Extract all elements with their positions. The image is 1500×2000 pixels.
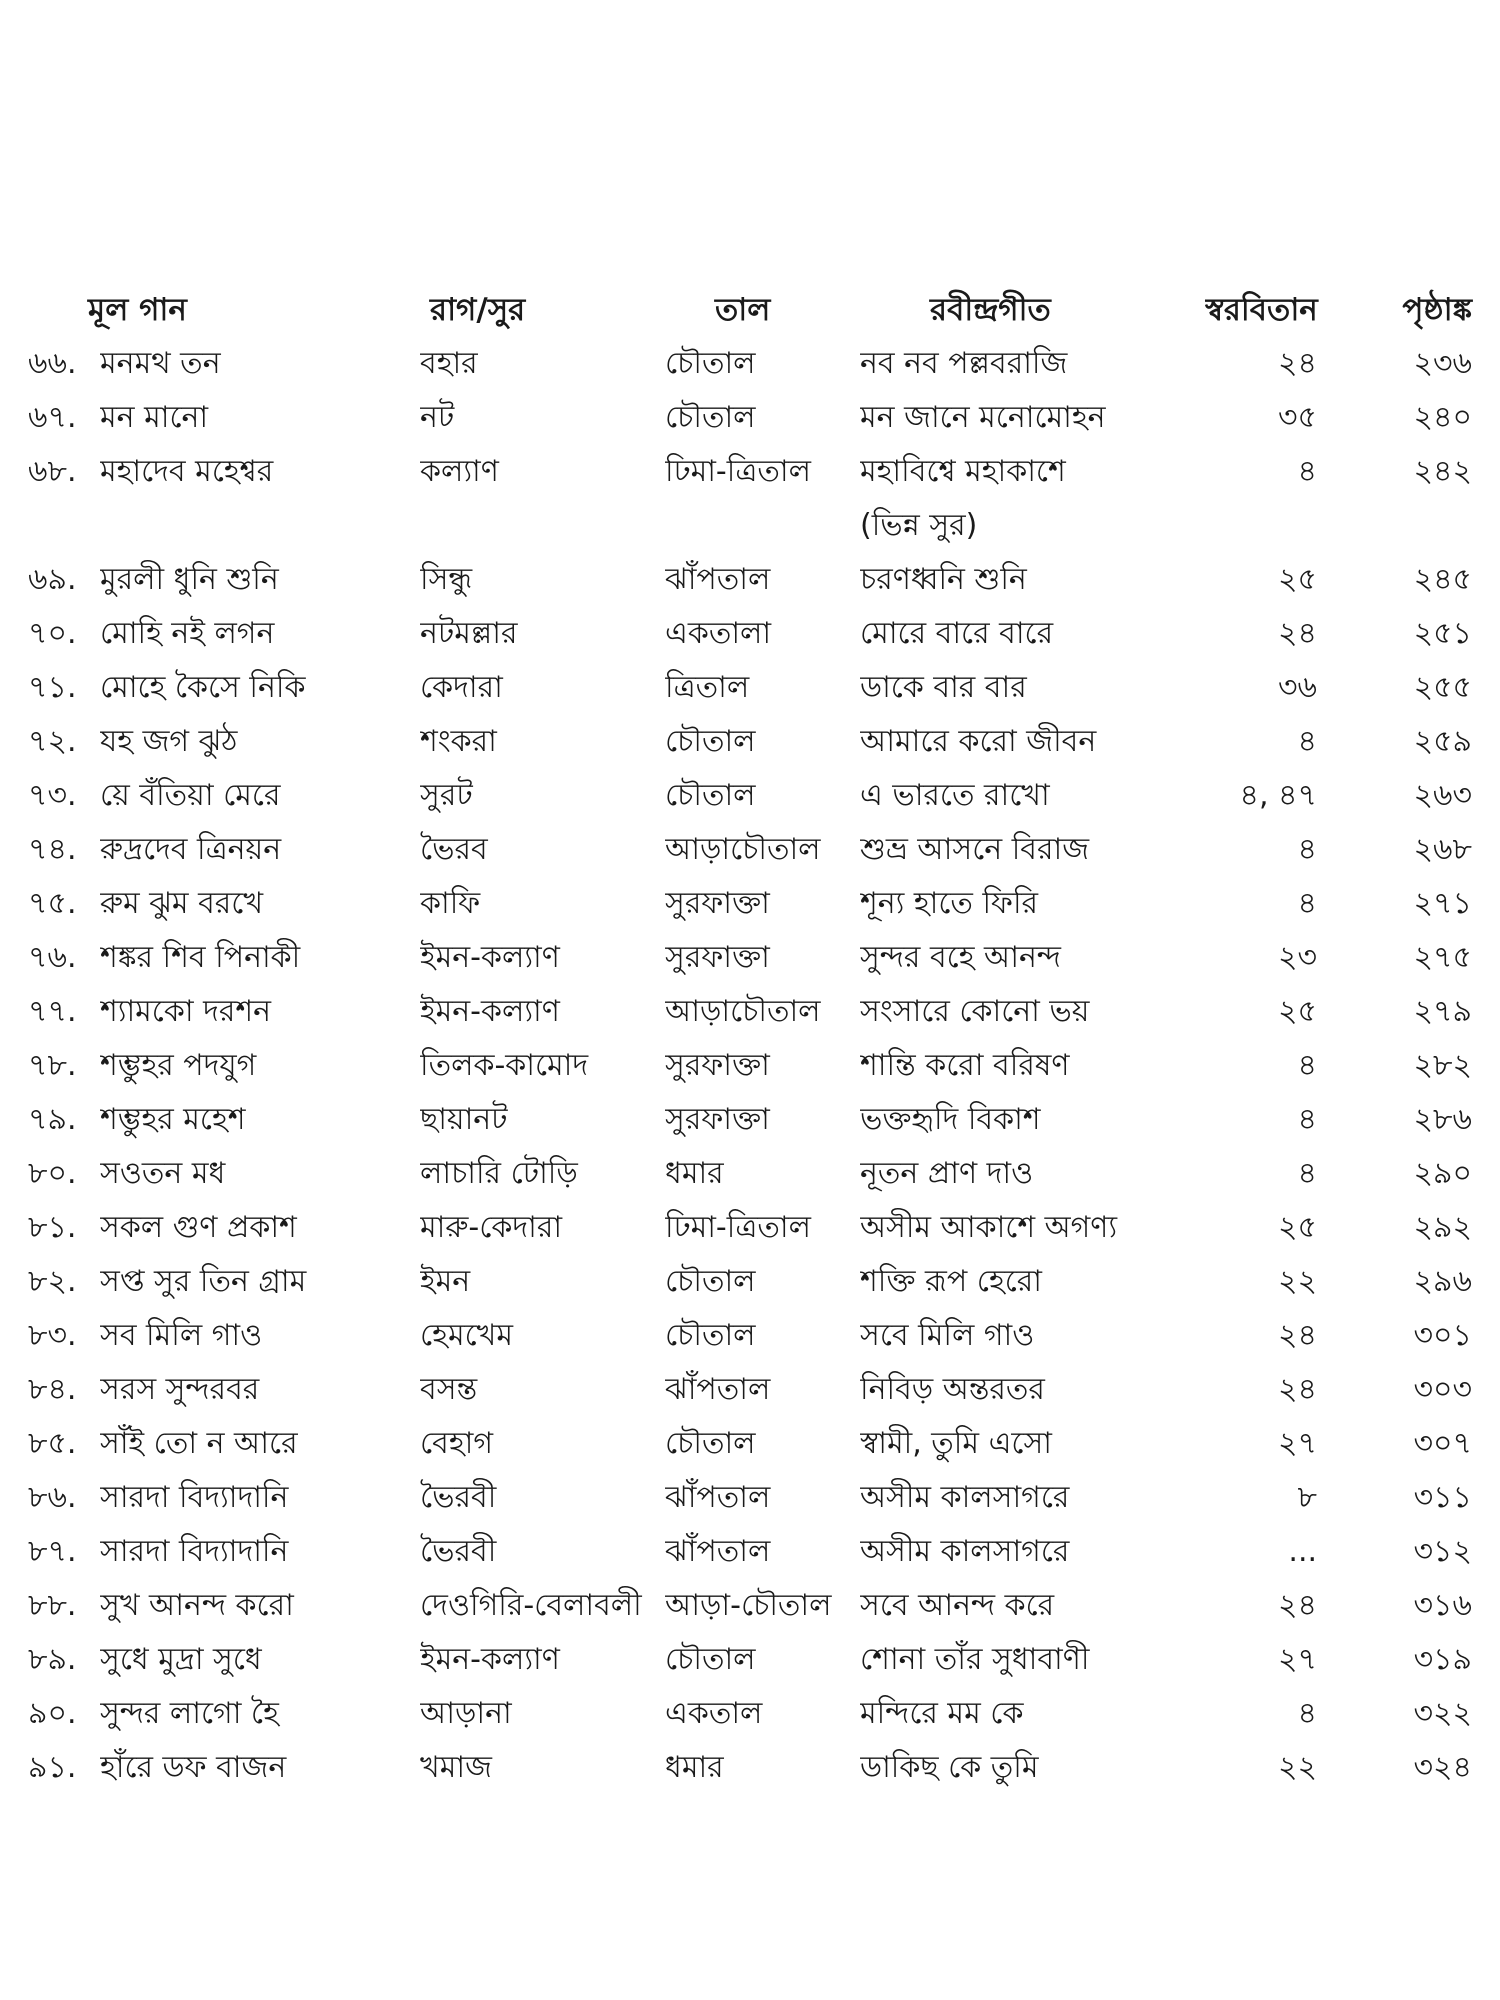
original-song-cell: মোহি নই লগন xyxy=(100,616,275,651)
table-row xyxy=(28,769,1480,823)
original-song-cell: সব মিলি গাও xyxy=(100,1318,263,1353)
row-number-cell: ৯১. xyxy=(28,1750,77,1785)
tala-cell: সুরফাক্তা xyxy=(665,1102,770,1137)
swarabitan-volume-cell: ৪ xyxy=(1297,832,1318,867)
raga-cell: সিন্ধু xyxy=(420,562,473,597)
tala-cell: ঝাঁপতাল xyxy=(665,1372,771,1407)
header-tala: তাল xyxy=(715,292,771,328)
raga-cell: বেহাগ xyxy=(420,1426,494,1461)
rabindrasangeet-cell: নূতন প্রাণ দাও xyxy=(860,1156,1034,1191)
rabindrasangeet-cell: শোনা তাঁর সুধাবাণী xyxy=(860,1642,1090,1677)
rabindrasangeet-cell: শুভ্র আসনে বিরাজ xyxy=(860,832,1090,867)
rabindrasangeet-cell: মন জানে মনোমোহন xyxy=(860,400,1106,435)
original-song-cell: রুম ঝুম বরখে xyxy=(100,886,264,921)
swarabitan-volume-cell: ২৭ xyxy=(1278,1642,1318,1677)
table-row xyxy=(28,1255,1480,1309)
page-number-cell: ৩১৯ xyxy=(1413,1642,1473,1677)
table-row xyxy=(28,1633,1480,1687)
rabindrasangeet-cell: শান্তি করো বরিষণ xyxy=(860,1048,1070,1083)
tala-cell: ঝাঁপতাল xyxy=(665,1480,771,1515)
original-song-cell: সাঁই তো ন আরে xyxy=(100,1426,298,1461)
table-row xyxy=(28,499,1480,553)
tala-cell: একতালা xyxy=(665,616,772,651)
raga-cell: আড়ানা xyxy=(420,1696,512,1731)
page-number-cell: ২৬৮ xyxy=(1413,832,1473,867)
swarabitan-volume-cell: ৪, ৪৭ xyxy=(1239,778,1318,813)
swarabitan-volume-cell: ২৪ xyxy=(1278,1372,1318,1407)
table-row xyxy=(28,1525,1480,1579)
header-row xyxy=(28,283,1480,337)
row-number-cell: ৭৮. xyxy=(28,1048,77,1083)
original-song-cell: শম্ভুহর মহেশ xyxy=(100,1102,246,1137)
original-song-cell xyxy=(100,499,420,553)
raga-cell: ইমন xyxy=(420,1264,471,1299)
page-number-cell: ২৪২ xyxy=(1413,454,1473,489)
row-number-cell: ৮৯. xyxy=(28,1642,77,1677)
table-body xyxy=(28,337,1480,1795)
table-row xyxy=(28,1579,1480,1633)
raga-cell: কাফি xyxy=(420,886,481,921)
table-row xyxy=(28,1417,1480,1471)
page-number-cell: ২৮৬ xyxy=(1413,1102,1473,1137)
row-number-cell: ৮৪. xyxy=(28,1372,77,1407)
page-number-cell: ২৯৬ xyxy=(1413,1264,1473,1299)
page-number-cell: ২৪০ xyxy=(1413,400,1473,435)
swarabitan-volume-cell: ৪ xyxy=(1297,454,1318,489)
rabindrasangeet-cell: সুন্দর বহে আনন্দ xyxy=(860,940,1061,975)
raga-cell: বহার xyxy=(420,346,478,381)
header-page-number: পৃষ্ঠাঙ্ক xyxy=(1402,292,1473,328)
raga-cell: সুরট xyxy=(420,778,473,813)
page-number-cell: ৩১২ xyxy=(1413,1534,1473,1569)
swarabitan-volume-cell: ৩৫ xyxy=(1278,400,1318,435)
rabindrasangeet-cell: অসীম কালসাগরে xyxy=(860,1480,1070,1515)
rabindrasangeet-cell: অসীম আকাশে অগণ্য xyxy=(860,1210,1118,1245)
table-row xyxy=(28,1363,1480,1417)
original-song-cell: শ্যামকো দরশন xyxy=(100,994,272,1029)
song-index-table xyxy=(28,283,1480,1795)
swarabitan-volume-cell: ২২ xyxy=(1278,1264,1318,1299)
original-song-cell: রুদ্রদেব ত্রিনয়ন xyxy=(100,832,282,867)
page-number-cell: ৩০৭ xyxy=(1413,1426,1473,1461)
tala-cell: ত্রিতাল xyxy=(665,670,750,705)
rabindrasangeet-cell: নব নব পল্লবরাজি xyxy=(860,346,1068,381)
original-song-cell: সপ্ত সুর তিন গ্রাম xyxy=(100,1264,307,1299)
table-row xyxy=(28,391,1480,445)
table-row xyxy=(28,877,1480,931)
original-song-cell: সারদা বিদ্যাদানি xyxy=(100,1480,289,1515)
raga-cell: তিলক-কামোদ xyxy=(420,1048,589,1083)
tala-cell: চৌতাল xyxy=(665,1318,756,1353)
rabindrasangeet-cell: মহাবিশ্বে মহাকাশে xyxy=(860,454,1066,489)
tala-cell: সুরফাক্তা xyxy=(665,886,770,921)
page-number-cell: ২৯২ xyxy=(1413,1210,1473,1245)
raga-cell: ভৈরব xyxy=(420,832,488,867)
swarabitan-volume-cell: ২৫ xyxy=(1278,562,1318,597)
row-number-cell xyxy=(28,499,100,553)
row-number-cell: ৭৯. xyxy=(28,1102,77,1137)
original-song-cell: যহ জগ ঝুঠ xyxy=(100,724,238,759)
tala-cell: চৌতাল xyxy=(665,1264,756,1299)
raga-cell: দেওগিরি-বেলাবলী xyxy=(420,1588,642,1623)
rabindrasangeet-cell: মন্দিরে মম কে xyxy=(860,1696,1024,1731)
swarabitan-volume-cell: ৮ xyxy=(1297,1480,1318,1515)
original-song-cell: হাঁরে ডফ বাজন xyxy=(100,1750,287,1785)
tala-cell: সুরফাক্তা xyxy=(665,940,770,975)
row-number-cell: ৮৬. xyxy=(28,1480,77,1515)
swarabitan-volume-cell: ২৪ xyxy=(1278,1588,1318,1623)
swarabitan-volume-cell: ২৩ xyxy=(1278,940,1318,975)
rabindrasangeet-cell: মোরে বারে বারে xyxy=(860,616,1054,651)
tala-cell: চৌতাল xyxy=(665,724,756,759)
row-number-cell: ৬৮. xyxy=(28,454,77,489)
page-number-cell: ৩২৪ xyxy=(1413,1750,1473,1785)
tala-cell: ধমার xyxy=(665,1156,724,1191)
page-number-cell: ২৭৯ xyxy=(1413,994,1473,1029)
table-row xyxy=(28,715,1480,769)
table-header xyxy=(28,283,1480,337)
original-song-cell: সরস সুন্দরবর xyxy=(100,1372,260,1407)
rabindrasangeet-cell: এ ভারতে রাখো xyxy=(860,778,1050,813)
page-number-cell: ২৫৯ xyxy=(1413,724,1473,759)
original-song-cell: সকল গুণ প্রকাশ xyxy=(100,1210,297,1245)
swarabitan-volume-cell: ৩৬ xyxy=(1278,670,1318,705)
swarabitan-volume-cell: ৪ xyxy=(1297,1048,1318,1083)
header-original-song: মূল গান xyxy=(88,292,187,328)
row-number-cell: ৮৫. xyxy=(28,1426,77,1461)
table-row xyxy=(28,1039,1480,1093)
row-number-cell: ৮০. xyxy=(28,1156,77,1191)
rabindrasangeet-cell: অসীম কালসাগরে xyxy=(860,1534,1070,1569)
rabindrasangeet-cell: নিবিড় অন্তরতর xyxy=(860,1372,1045,1407)
tala-cell: আড়া-চৌতাল xyxy=(665,1588,832,1623)
original-song-cell: সওতন মধ xyxy=(100,1156,226,1191)
page-number-cell: ২৮২ xyxy=(1413,1048,1473,1083)
row-number-cell: ৭৫. xyxy=(28,886,77,921)
raga-cell: নটমল্লার xyxy=(420,616,518,651)
original-song-cell: মন মানো xyxy=(100,400,209,435)
row-number-cell: ৭৭. xyxy=(28,994,77,1029)
page-number-cell: ৩০১ xyxy=(1413,1318,1473,1353)
raga-cell: হেমখেম xyxy=(420,1318,514,1353)
page-number-cell: ২৬৩ xyxy=(1413,778,1473,813)
header-rabindrasangeet: রবীন্দ্রগীত xyxy=(930,292,1051,328)
table-row xyxy=(28,553,1480,607)
table-row xyxy=(28,823,1480,877)
page-number-cell xyxy=(1345,499,1480,553)
swarabitan-volume-cell: ২৭ xyxy=(1278,1426,1318,1461)
header-swarabitan: স্বরবিতান xyxy=(1205,292,1318,328)
row-number-cell: ৭২. xyxy=(28,724,77,759)
swarabitan-volume-cell: ২৪ xyxy=(1278,1318,1318,1353)
row-number-cell: ৭৩. xyxy=(28,778,77,813)
raga-cell: বসন্ত xyxy=(420,1372,478,1407)
tala-cell: চৌতাল xyxy=(665,400,756,435)
swarabitan-volume-cell: ... xyxy=(1288,1534,1318,1569)
page-number-cell: ২৯০ xyxy=(1413,1156,1473,1191)
tala-cell: চৌতাল xyxy=(665,346,756,381)
table-row xyxy=(28,931,1480,985)
swarabitan-volume-cell: ২৪ xyxy=(1278,616,1318,651)
original-song-cell: মোহে কৈসে নিকি xyxy=(100,670,306,705)
swarabitan-volume-cell: ৪ xyxy=(1297,724,1318,759)
raga-cell: ইমন-কল্যাণ xyxy=(420,994,560,1029)
raga-cell: ভৈরবী xyxy=(420,1480,497,1515)
original-song-cell: শঙ্কর শিব পিনাকী xyxy=(100,940,301,975)
raga-cell: ইমন-কল্যাণ xyxy=(420,940,560,975)
swarabitan-volume-cell: ২৫ xyxy=(1278,994,1318,1029)
swarabitan-volume-cell: ২৪ xyxy=(1278,346,1318,381)
original-song-cell: মহাদেব মহেশ্বর xyxy=(100,454,274,489)
rabindrasangeet-cell: শূন্য হাতে ফিরি xyxy=(860,886,1039,921)
row-number-cell: ৭৪. xyxy=(28,832,77,867)
tala-cell: আড়াচৌতাল xyxy=(665,832,821,867)
row-number-cell: ৭১. xyxy=(28,670,77,705)
tala-cell: চৌতাল xyxy=(665,1642,756,1677)
raga-cell: কেদারা xyxy=(420,670,503,705)
row-number-cell: ৬৬. xyxy=(28,346,77,381)
tala-cell: চৌতাল xyxy=(665,778,756,813)
table-row xyxy=(28,445,1480,499)
swarabitan-volume-cell: ৪ xyxy=(1297,1102,1318,1137)
original-song-cell: সারদা বিদ্যাদানি xyxy=(100,1534,289,1569)
table-row xyxy=(28,1687,1480,1741)
page-number-cell: ৩১৬ xyxy=(1413,1588,1473,1623)
original-song-cell: মুরলী ধুনি শুনি xyxy=(100,562,279,597)
rabindrasangeet-cell: ডাকে বার বার xyxy=(860,670,1027,705)
page-number-cell: ২৫৫ xyxy=(1413,670,1473,705)
swarabitan-volume-cell: ৪ xyxy=(1297,1156,1318,1191)
row-number-cell: ৮১. xyxy=(28,1210,77,1245)
swarabitan-volume-cell: ৪ xyxy=(1297,1696,1318,1731)
header-raga: রাগ/সুর xyxy=(430,292,526,328)
row-number-cell: ৮২. xyxy=(28,1264,77,1299)
tala-cell xyxy=(665,499,860,553)
tala-cell: ঢিমা-ত্রিতাল xyxy=(665,454,811,489)
rabindrasangeet-cell: সবে আনন্দ করে xyxy=(860,1588,1055,1623)
swarabitan-volume-cell xyxy=(1205,499,1345,553)
rabindrasangeet-cell: সবে মিলি গাও xyxy=(860,1318,1035,1353)
row-number-cell: ৮৮. xyxy=(28,1588,77,1623)
page-number-cell: ৩১১ xyxy=(1413,1480,1473,1515)
rabindrasangeet-cell: ভক্তহৃদি বিকাশ xyxy=(860,1102,1041,1137)
page-number-cell: ২৫১ xyxy=(1413,616,1473,651)
swarabitan-volume-cell: ৪ xyxy=(1297,886,1318,921)
tala-cell: ঢিমা-ত্রিতাল xyxy=(665,1210,811,1245)
tala-cell: ঝাঁপতাল xyxy=(665,1534,771,1569)
table-row xyxy=(28,607,1480,661)
page-number-cell: ২৭১ xyxy=(1413,886,1473,921)
table-row xyxy=(28,1471,1480,1525)
swarabitan-volume-cell: ২৫ xyxy=(1278,1210,1318,1245)
original-song-cell: সুন্দর লাগো হৈ xyxy=(100,1696,279,1731)
raga-cell: কল্যাণ xyxy=(420,454,499,489)
tala-cell: সুরফাক্তা xyxy=(665,1048,770,1083)
tala-cell: ঝাঁপতাল xyxy=(665,562,771,597)
page-number-cell: ২৪৫ xyxy=(1413,562,1473,597)
swarabitan-volume-cell: ২২ xyxy=(1278,1750,1318,1785)
tala-cell: আড়াচৌতাল xyxy=(665,994,821,1029)
row-number-cell: ৮৭. xyxy=(28,1534,77,1569)
tala-cell: একতাল xyxy=(665,1696,763,1731)
original-song-cell: সুধে মুদ্রা সুধে xyxy=(100,1642,262,1677)
row-number-cell: ৬৯. xyxy=(28,562,77,597)
table-row xyxy=(28,1147,1480,1201)
raga-cell: লাচারি টোড়ি xyxy=(420,1156,578,1191)
raga-cell: মারু-কেদারা xyxy=(420,1210,563,1245)
row-number-cell: ৭৬. xyxy=(28,940,77,975)
table-row xyxy=(28,337,1480,391)
table-row xyxy=(28,1741,1480,1795)
tala-cell: চৌতাল xyxy=(665,1426,756,1461)
original-song-cell: য়ে বঁতিয়া মেরে xyxy=(100,778,281,813)
table-row xyxy=(28,1309,1480,1363)
original-song-cell: সুখ আনন্দ করো xyxy=(100,1588,294,1623)
page-number-cell: ৩২২ xyxy=(1413,1696,1473,1731)
table-row xyxy=(28,661,1480,715)
rabindrasangeet-cell: আমারে করো জীবন xyxy=(860,724,1097,759)
table-row xyxy=(28,1093,1480,1147)
table-row xyxy=(28,985,1480,1039)
table-row xyxy=(28,1201,1480,1255)
row-number-cell: ৭০. xyxy=(28,616,77,651)
raga-cell: খমাজ xyxy=(420,1750,492,1785)
original-song-cell: শম্ভুহর পদযুগ xyxy=(100,1048,257,1083)
page-number-cell: ২৩৬ xyxy=(1413,346,1473,381)
raga-cell: নট xyxy=(420,400,455,435)
rabindrasangeet-cell: (ভিন্ন সুর) xyxy=(860,508,978,543)
raga-cell: ভৈরবী xyxy=(420,1534,497,1569)
row-number-cell: ৬৭. xyxy=(28,400,77,435)
row-number-cell: ৮৩. xyxy=(28,1318,77,1353)
tala-cell: ধমার xyxy=(665,1750,724,1785)
rabindrasangeet-cell: ডাকিছ কে তুমি xyxy=(860,1750,1039,1785)
original-song-cell: মনমথ তন xyxy=(100,346,221,381)
rabindrasangeet-cell: স্বামী, তুমি এসো xyxy=(860,1426,1052,1461)
rabindrasangeet-cell: সংসারে কোনো ভয় xyxy=(860,994,1090,1029)
page-number-cell: ২৭৫ xyxy=(1413,940,1473,975)
raga-cell xyxy=(420,499,665,553)
raga-cell: ইমন-কল্যাণ xyxy=(420,1642,560,1677)
page-number-cell: ৩০৩ xyxy=(1413,1372,1473,1407)
rabindrasangeet-cell: চরণধ্বনি শুনি xyxy=(860,562,1027,597)
rabindrasangeet-cell: শক্তি রূপ হেরো xyxy=(860,1264,1042,1299)
row-number-cell: ৯০. xyxy=(28,1696,77,1731)
raga-cell: ছায়ানট xyxy=(420,1102,508,1137)
raga-cell: শংকরা xyxy=(420,724,497,759)
